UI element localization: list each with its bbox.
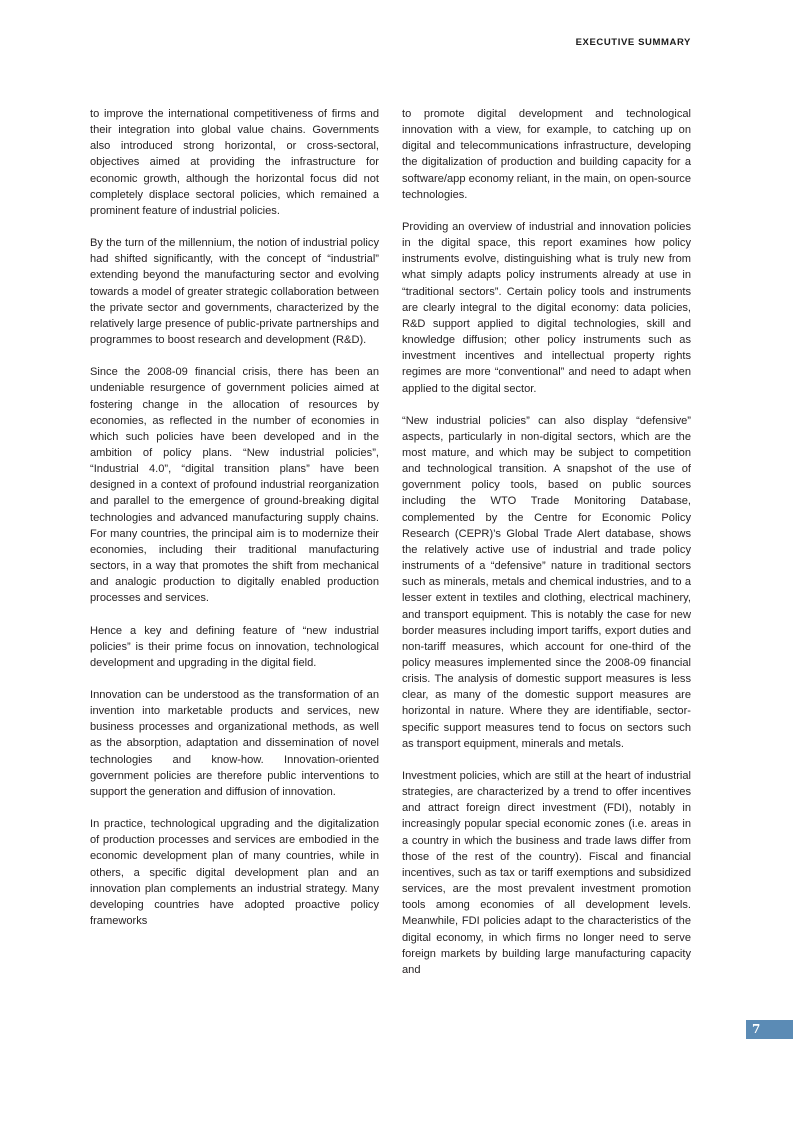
paragraph: In practice, technological upgrading and the digitalization of production processes and services are embodied in the economic development plan of many countries, while in others, a specific digital development plan and an innovation plan complements an industrial strategy. Many developing countries have adopted proactive policy frameworks (90, 818, 379, 928)
paragraph: Providing an overview of industrial and innovation policies in the digital space, this report examines how policy instruments evolve, distinguishing what is truly new from what simply adapts policy instruments already at use in “traditional sectors”. Certain policy tools and instruments are clearly integral to the digital economy: data policies, R&D support applied to digital technologies, skill and knowledge diffusion; other policy instruments such as investment incentives and intellectual property rights regimes are more “conventional” and need to adapt when applied to the digital sector. (402, 220, 691, 395)
running-header-section-title: EXECUTIVE SUMMARY (575, 37, 691, 48)
paragraph: By the turn of the millennium, the notion of industrial policy had shifted significantly, with the concept of “industrial” extending beyond the manufacturing sector and evolving towards a model of greater strategic collaboration between the private sector and governments, characterized by the relatively large presence of public-private partnerships and programmes to boost research and development (R&D). (90, 237, 379, 347)
left-text-column (90, 106, 379, 945)
paragraph: Since the 2008-09 financial crisis, there has been an undeniable resurgence of government policies aimed at fostering change in the allocation of resources by economies, as reflected in the number of economies in which such policies have been developed and in the ambition of policy plans. “New industrial policies”, “Industrial 4.0”, “digital transition plans” have been designed in a context of profound industrial reorganization and parallel to the emergence of ground-breaking digital technologies and advanced manufacturing supply chains. For many countries, the principal aim is to modernize their economies, including their traditional manufacturing sectors, in a way that promotes the shift from mechanical and analogic production to digitally enabled production processes and services. (90, 366, 379, 605)
paragraph: “New industrial policies” can also display “defensive” aspects, particularly in non-digital sectors, which are the most mature, and which may be subject to competition and technological transition. A snapshot of the use of government policy tools, based on public sources including the WTO Trade Monitoring Database, complemented by the Centre for Economic Policy Research (CEPR)’s Global Trade Alert database, shows the relatively active use of industrial and trade policy instruments of a “defensive” nature in traditional sectors such as minerals, metals and chemical industries, and to a lesser extent in textiles and clothing, electrical machinery, and transport equipment. This is notably the case for new border measures including import tariffs, export duties and non-tariff measures, which account for one-third of the policy measures implemented since the 2008-09 financial crisis. The analysis of domestic support measures is less clear, as many of the domestic support measures are horizontal in nature. Where they are identifiable, sector-specific support measures tend to focus on sectors such as transport equipment, minerals and metals. (402, 414, 691, 750)
paragraph: Investment policies, which are still at the heart of industrial strategies, are characterized by a trend to offer incentives and attract foreign direct investment (FDI), notably in increasingly popular special economic zones (i.e. areas in a country in which the business and trade laws differ from those of the rest of the country). Fiscal and financial incentives, such as tax or tariff exemptions and subsidized services, are the most prevalent investment promotion tools among economies of all development levels. Meanwhile, FDI policies adapt to the characteristics of the digital economy, in which firms no longer need to serve foreign markets by building large manufacturing capacity and (402, 769, 691, 976)
page-number-badge: 7 (746, 1020, 793, 1039)
paragraph: to improve the international competitiveness of firms and their integration into global value chains. Governments also introduced strong horizontal, or cross-sectoral, objectives aimed at providing the infrastructure for economic growth, although the horizontal focus did not completely displace sectoral policies, which remained a prominent feature of industrial policies. (90, 108, 379, 217)
right-text-column (402, 106, 691, 994)
paragraph: to promote digital development and technological innovation with a view, for example, to catching up on digital and telecommunications infrastructure, developing the digitalization of production and building capacity for a software/app economy reliant, in the main, on open-source technologies. (402, 108, 691, 201)
paragraph: Innovation can be understood as the transformation of an invention into marketable products and services, new business processes and organizational methods, as well as the absorption, adaptation and dissemination of novel technologies and know-how. Innovation-oriented government policies are therefore public interventions to support the generation and diffusion of innovation. (90, 689, 379, 798)
paragraph: Hence a key and defining feature of “new industrial policies” is their prime focus on innovation, technological development and upgrading in the digital field. (90, 624, 379, 669)
